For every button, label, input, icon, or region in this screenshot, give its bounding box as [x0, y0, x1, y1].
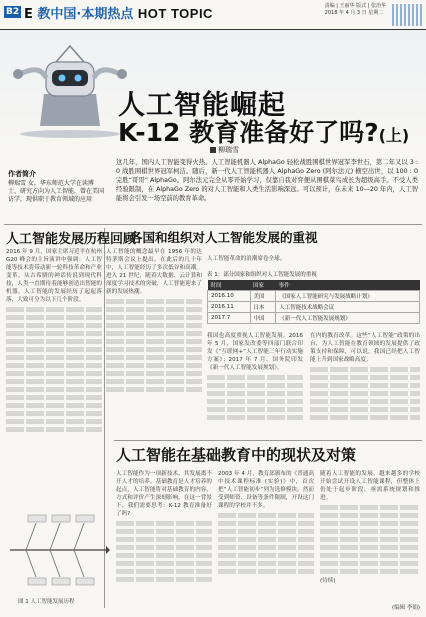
body-column-1 — [6, 248, 102, 503]
robot-illustration — [10, 34, 130, 138]
body-text: 我国也高度重视人工智能发展。2016 年 5 月，国家发改委等四部门联合印发《“互联网+”人工智能三年行动实施方案》；2017 年 7 月，国务院印发《新一代人工智能发展规划》。 — [207, 333, 303, 371]
body-text: 随着人工智能的发展，越来越多的学校开始尝试开设人工智能课程，但整体上仍处于起步阶段，亟需系统规划和推进。 — [320, 471, 420, 501]
table-row — [208, 291, 420, 302]
table-header-cell: 事件 — [276, 280, 420, 291]
figure-caption: 图 1 人工智能发展历程 — [18, 599, 75, 605]
page-number: B2 — [6, 7, 20, 17]
headline-line1: 人工智能崛起 — [118, 90, 286, 121]
table — [207, 280, 420, 324]
section-heading-k12: 人工智能在基础教育中的现状及对策 — [116, 446, 357, 464]
author-box — [8, 170, 104, 204]
table-header-cell: 国家 — [250, 280, 276, 291]
ai-history-diagram — [6, 505, 110, 595]
section-heading-countries: 各国和组织对人工智能发展的重视 — [130, 230, 318, 245]
brand-e: E — [24, 7, 33, 22]
table-cell: 《新一代人工智能发展规划》 — [276, 313, 420, 324]
byline-name: 柳瑞雪 — [218, 146, 239, 154]
brand-en: HOT TOPIC — [137, 6, 213, 21]
byline-square-icon — [210, 147, 216, 153]
brand-cn: 教中国·本期热点 — [37, 7, 134, 22]
issue-meta — [325, 3, 386, 17]
headline-line2-text: K-12 教育准备好了吗? — [118, 118, 379, 147]
table-cell: 日本 — [250, 302, 276, 313]
table-header-cell: 时间 — [208, 280, 251, 291]
table-cell: 人工智能技术战略会议 — [276, 302, 420, 313]
section-divider — [4, 224, 422, 225]
body-column-6 — [116, 470, 212, 605]
body-text: 在内的教育改革。这些“人工智能”政策的出台，为人工智能在教育领域的发展提供了政策支持和保障，可以说，我国已经把人工智能上升到国家战略高度。 — [310, 333, 420, 363]
lead-paragraph: 这几年，国内人工智能变得火热。人工智能机器人 AlphaGo 轻松战胜围棋世界冠军李世石，第二年又以 3 : 0 战胜围棋世界冠军柯洁。随后，新一代人工智能机器人 AlphaGo Zero (阿尔法元) 横空出世，以 100 : 0 完胜“哥哥” AlphaGo。阿尔法元完全从零开始学习，仅靠自我对弈便从围棋菜鸟成长为超级高手。不受人类经验限制，在 AlphaGo Zero 的对人工智能和人类生活影响深远。可以预计，在未来 10—20 年内，人工智能将会引发一场空前的教育革命。 — [116, 159, 418, 202]
body-column-4 — [207, 332, 303, 442]
editor-line: 责编 | 王丽华 版式 | 张治华 — [324, 3, 386, 9]
header-decoration — [392, 4, 422, 26]
author-bio: 柳瑞雪 女，华东师范大学在读博士，研究方向为人工智能，曾在美国访学，现供职于教育领域的应用 — [8, 180, 105, 203]
body-text: 2003 年 4 月，教育部颁布的《普通高中技术课程标准 (实验)》中，首次把“人工智能初步”列为选修模块。然而受到师资、设备等条件限制，开设这门课程的学校并不多。 — [218, 471, 314, 509]
table-cell: 美国 — [250, 291, 276, 302]
author-label: 作者简介 — [8, 170, 36, 178]
to-be-continued: (待续) — [320, 578, 336, 584]
masthead — [24, 3, 213, 22]
headline-line2 — [118, 113, 409, 149]
policy-table — [207, 270, 420, 324]
table-row — [208, 302, 420, 313]
byline — [210, 145, 239, 155]
headline-part: (上) — [378, 126, 410, 145]
body-text: 人工智能的概念最早在 1956 年的达特茅斯会议上提出。在此后的几十年中，人工智能经历了多次低谷和高潮。进入 21 世纪，随着大数据、云计算和深度学习技术的突破，人工智能迎来了新的发展热潮。 — [106, 249, 202, 295]
body-column-3: 人工智能革命的浪潮席卷全球。 — [207, 256, 286, 262]
body-column-7 — [218, 470, 314, 605]
page-header — [0, 0, 426, 30]
body-column-2 — [106, 248, 202, 448]
table-cell: 中国 — [250, 313, 276, 324]
table-row — [208, 313, 420, 324]
table-cell: 《国家人工智能研究与发展战略计划》 — [276, 291, 420, 302]
table-cell: 2017.7 — [208, 313, 251, 324]
table-caption: 表 1：部分国家和组织对人工智能发展的重视 — [207, 272, 317, 278]
table-header-row — [208, 280, 420, 291]
issue-date: 2018 年 4 月 3 日 星期二 — [324, 10, 384, 16]
table-cell: 2016.11 — [208, 302, 251, 313]
body-text: 人工智能作为一项新技术，其发展离不开人才的培养。基础教育是人才培养的起点，人工智能将对基础教育的内容、方式和评价产生深刻影响。在这一背景下，我们需要思考：K-12 教育准备好了吗? — [116, 471, 212, 517]
section-heading-history: 人工智能发展历程回顾 — [6, 232, 137, 247]
body-column-5 — [310, 332, 420, 442]
table-cell: 2016.10 — [208, 291, 251, 302]
editor-credit: (编辑 李娟) — [391, 605, 420, 611]
body-column-8 — [320, 470, 420, 600]
body-text: 2016 年 9 月，国家主席习近平在杭州 G20 峰会的主旨演讲中强调：人工智能等技术将带动新一轮科技革命和产业变革。从古希腊的神话传说到现代科技，人类一直期待着能够创造出智能的机器。人工智能的发展经历了起起落落，大致可分为以下几个阶段。 — [6, 249, 102, 303]
